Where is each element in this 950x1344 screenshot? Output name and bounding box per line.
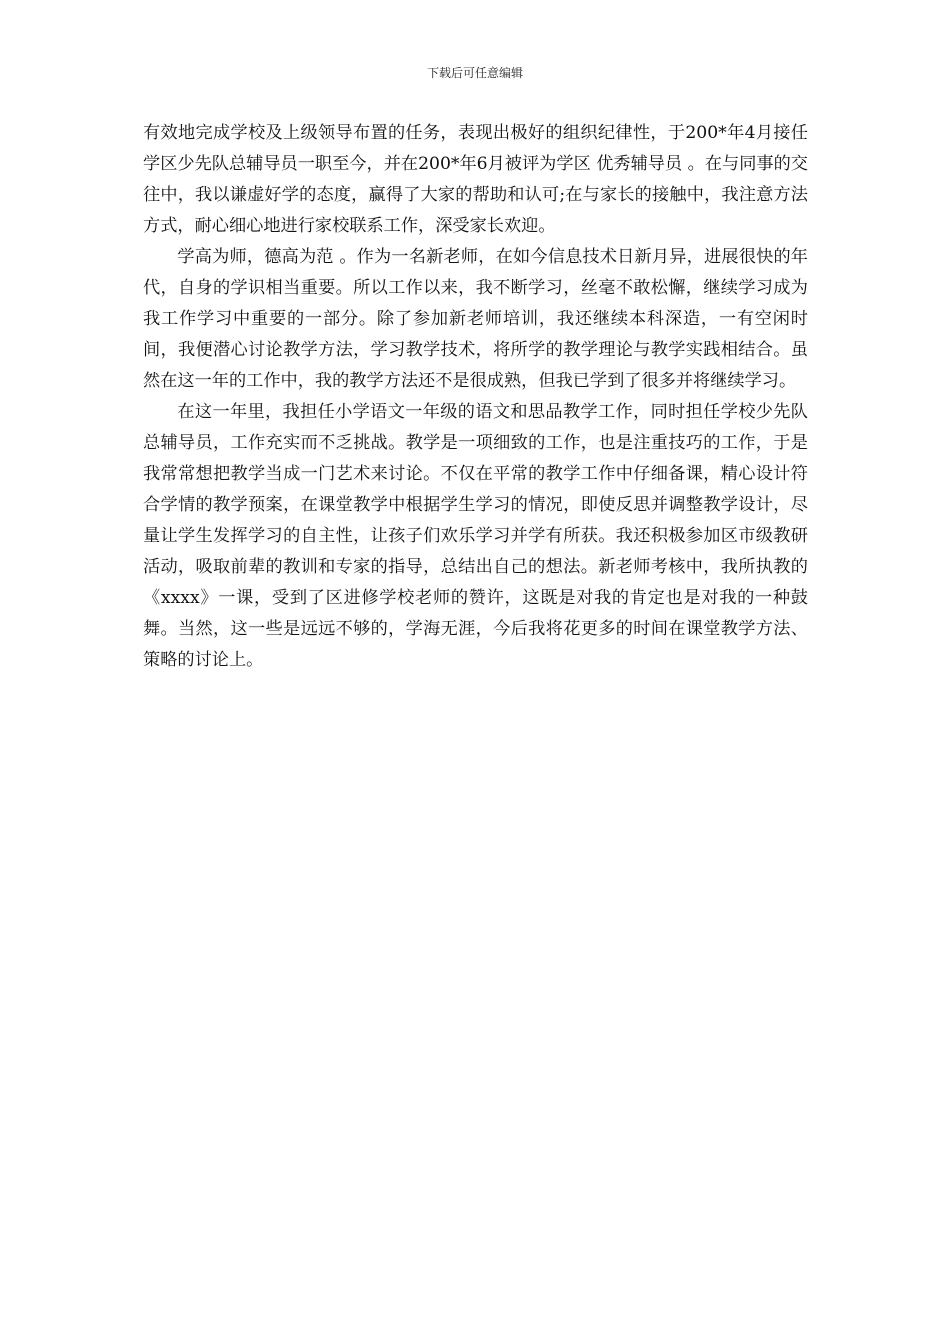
paragraph-2: 学高为师，德高为范 。作为一名新老师，在如今信息技术日新月异，进展很快的年代，自身的学识相当重要。所以工作以来，我不断学习，丝毫不敢松懈，继续学习成为我工作学习中重要的一部分。除了参加新老师培训，我还继续本科深造，一有空闲时间，我便潜心讨论教学方法，学习教学技术，将所学的教学理论与教学实践相结合。虽然在这一年的工作中，我的教学方法还不是很成熟，但我已学到了很多并将继续学习。: [143, 247, 808, 391]
paragraph-3: 在这一年里，我担任小学语文一年级的语文和思品教学工作，同时担任学校少先队总辅导员，工作充实而不乏挑战。教学是一项细致的工作，也是注重技巧的工作，于是我常常想把教学当成一门艺术来讨论。不仅在平常的教学工作中仔细备课，精心设计符合学情的教学预案，在课堂教学中根据学生学习的情况，即使反思并调整教学设计，尽量让学生发挥学习的自主性，让孩子们欢乐学习并学有所获。我还积极参加区市级教研活动，吸取前辈的教训和专家的指导，总结出自己的想法。新老师考核中，我所执教的《xxxx》一课，受到了区进修学校老师的赞许，这既是对我的肯定也是对我的一种鼓舞。当然，这一些是远远不够的，学海无涯，今后我将花更多的时间在课堂教学方法、策略的讨论上。: [143, 402, 808, 670]
document-body: [143, 118, 808, 676]
page-header: 下载后可任意编辑: [426, 66, 523, 80]
paragraph-1: 有效地完成学校及上级领导布置的任务，表现出极好的组织纪律性，于200*年4月接任学区少先队总辅导员一职至今，并在200*年6月被评为学区 优秀辅导员 。在与同事的交往中，我以谦虚好学的态度，赢得了大家的帮助和认可;在与家长的接触中，我注意方法方式，耐心细心地进行家校联系工作，深受家长欢迎。: [143, 123, 808, 236]
